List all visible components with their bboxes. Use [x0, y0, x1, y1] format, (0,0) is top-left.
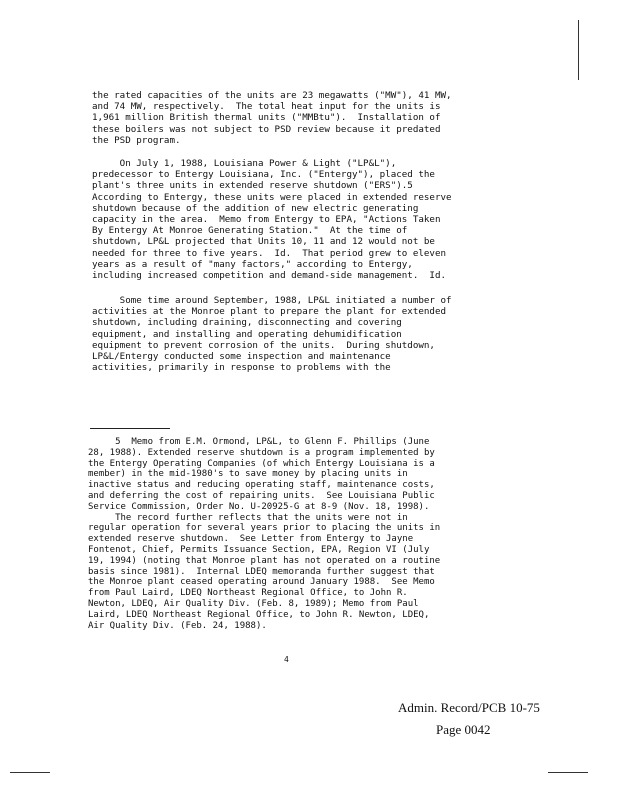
admin-record-stamp: Admin. Record/PCB 10-75	[398, 700, 540, 715]
footnote-separator	[90, 428, 170, 429]
paragraph-july-1988-shutdown: On July 1, 1988, Louisiana Power & Light ("LP&L"), predecessor to Entergy Louisiana, Inc. ("Entergy"), placed the plant's three units in extended reserve shutdown ("ERS").5 According to Entergy, these units were placed in extended reserve shutdown because of the addition of new electric generating capacity in the area. Memo from Entergy to EPA, "Actions Taken By Entergy At Monroe Generating Station." At the time of shutdown, LP&L projected that Units 10, 11 and 12 would not be needed for three to five years. Id. That period grew to eleven years as a result of "many factors," according to Entergy, including increased competition and demand-side management. Id.	[92, 158, 452, 282]
paragraph-september-1988-activities: Some time around September, 1988, LP&L initiated a number of activities at the Monroe plant to prepare the plant for extended shutdown, including draining, disconnecting and covering equipment, and installing and operating dehumidification equipment to prevent corrosion of the units. During shutdown, LP&L/Entergy conducted some inspection and maintenance activities, primarily in response to problems with the	[92, 295, 452, 374]
right-edge-mark	[578, 20, 579, 80]
bottom-edge-line-left	[10, 772, 50, 773]
page-stamp: Page 0042	[436, 722, 491, 737]
paragraph-rated-capacities: the rated capacities of the units are 23 megawatts ("MW"), 41 MW, and 74 MW, respectively. The total heat input for the units is 1,961 million British thermal units ("MMBtu"). Installation of these boilers was not subject to PSD review because it predated the PSD program.	[92, 90, 452, 146]
page-number: 4	[284, 655, 289, 664]
footnote-5: 5 Memo from E.M. Ormond, LP&L, to Glenn F. Phillips (June 28, 1988). Extended reserve shutdown is a program implemented by the Entergy Operating Companies (of which Entergy Louisiana is a member) in the mid-1980's to save money by placing units in inactive status and reducing operating staff, maintenance costs, and deferring the cost of repairing units. See Louisiana Public Service Commission, Order No. U-20925-G at 8-9 (Nov. 18, 1998). The record further reflects that the units were not in regular operation for several years prior to placing the units in extended reserve shutdown. See Letter from Entergy to Jayne Fontenot, Chief, Permits Issuance Section, EPA, Region VI (July 19, 1994) (noting that Monroe plant has not operated on a routine basis since 1981). Internal LDEQ memoranda further suggest that the Monroe plant ceased operating around January 1988. See Memo from Paul Laird, LDEQ Northeast Regional Office, to John R. Newton, LDEQ, Air Quality Div. (Feb. 8, 1989); Memo from Paul Laird, LDEQ Northeast Regional Office, to John R. Newton, LDEQ, Air Quality Div. (Feb. 24, 1988).	[88, 437, 441, 631]
bottom-edge-line-right	[548, 772, 588, 773]
